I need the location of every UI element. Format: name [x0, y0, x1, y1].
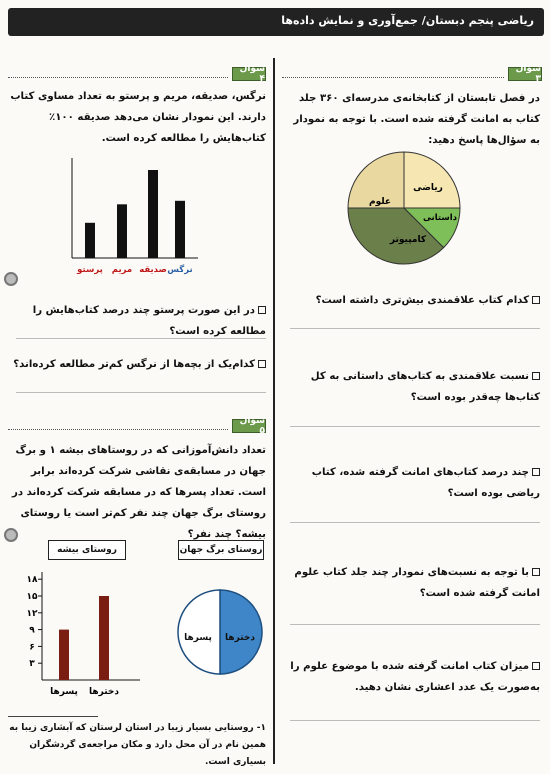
question-3-intro: در فصل تابستان از کتابخانه‌ی مدرسه‌ای ۳۶۰ جلد کتاب به امانت گرفته شده است. با توجه به نمودار به سؤال‌ها پاسخ دهید: [293, 93, 540, 146]
question-4-tag [8, 66, 266, 82]
checkbox-icon[interactable] [532, 568, 540, 576]
tag-dots [282, 70, 504, 78]
checkbox-icon[interactable] [532, 468, 540, 476]
library-pie-chart [346, 140, 462, 274]
checkbox-icon[interactable] [532, 662, 540, 670]
pie-label-story: داستانی [422, 213, 458, 223]
pie-slice-boys [178, 590, 220, 674]
page-title: ریاضی پنجم دبستان/ جمع‌آوری و نمایش داده‌ها [281, 14, 534, 27]
bar [85, 223, 95, 258]
x-tick-label: پرستو [77, 265, 103, 275]
q3-item-2: نسبت علاقمندی به کتاب‌های داستانی به کل کتاب‌ها چه‌قدر بوده است؟ [310, 371, 540, 403]
y-tick-label: ۹ [29, 625, 35, 636]
pie-label-boys: پسرها [184, 633, 212, 643]
bar [99, 596, 109, 680]
barg-box: روستای برگ جهان [178, 540, 264, 560]
checkbox-icon[interactable] [258, 360, 266, 368]
question-4-label: سؤال ۴ [232, 67, 266, 81]
question-3-tag [282, 66, 542, 82]
x-tick-label: مریم [111, 265, 133, 275]
pie-slice-math [404, 152, 460, 208]
y-tick-label: ۱۲ [26, 608, 38, 619]
tag-dots [8, 422, 228, 430]
checkbox-icon[interactable] [532, 296, 540, 304]
y-tick-label: ۶ [29, 642, 35, 653]
answer-line[interactable] [16, 392, 266, 393]
pie-label-computer: کامپیوتر [389, 235, 427, 245]
page-header [8, 8, 544, 36]
pie-slice-girls [220, 590, 262, 674]
question-5-intro: تعداد دانش‌آموزانی که در روستاهای بیشه ۱ و برگ جهان در مسابقه‌ی نقاشی شرکت کرده‌اند برابر است. تعداد پسرها که در مسابقه شرکت کرده‌اند در روستای برگ جهان چند نفر کم‌تر است یا روستای بیشه؟ چند نفر؟ [11, 445, 266, 540]
answer-line[interactable] [290, 720, 540, 721]
x-tick-label: دخترها [89, 687, 119, 697]
answer-line[interactable] [290, 522, 540, 523]
answer-line[interactable] [16, 338, 266, 339]
question-3-label: سؤال ۳ [508, 67, 542, 81]
y-tick-label: ۱۸ [26, 575, 38, 586]
q3-item-5: میزان کتاب امانت گرفته شده با موضوع علوم را به‌صورت یک عدد اعشاری نشان دهید. [290, 661, 540, 693]
checkbox-icon[interactable] [258, 306, 266, 314]
column-divider [273, 58, 275, 764]
x-tick-label: صدیقه [139, 265, 167, 275]
pie-label-science: علوم [368, 197, 392, 207]
answer-line[interactable] [290, 624, 540, 625]
bar [59, 630, 69, 680]
q4-item-1: در این صورت پرستو چند درصد کتاب‌هایش را مطالعه کرده است؟ [32, 305, 266, 337]
answer-line[interactable] [290, 328, 540, 329]
reading-bar-chart [60, 158, 200, 282]
bar [117, 204, 127, 258]
bisheh-box: روستای بیشه [48, 540, 126, 560]
q4-item-2: کدام‌یک از بچه‌ها از نرگس کم‌تر مطالعه کرده‌اند؟ [8, 354, 266, 375]
y-tick-label: ۱۵ [26, 592, 38, 602]
tag-dots [8, 70, 228, 78]
q3-item-4: با توجه به نسبت‌های نمودار چند جلد کتاب علوم امانت گرفته شده است؟ [294, 567, 540, 599]
bisheh-bar-chart [14, 566, 144, 706]
checkbox-icon[interactable] [532, 372, 540, 380]
bar [148, 170, 158, 258]
pie-label-girls: دخترها [225, 633, 255, 643]
q3-item-3: چند درصد کتاب‌های امانت گرفته شده، کتاب ریاضی بوده است؟ [311, 467, 540, 499]
answer-line[interactable] [290, 426, 540, 427]
binder-hole-icon [4, 528, 18, 542]
footnote-rule [8, 716, 98, 717]
question-5-label: سؤال ۵ [232, 419, 266, 433]
question-4-intro: نرگس، صدیقه، مریم و پرستو به تعداد مساوی کتاب دارند. این نمودار نشان می‌دهد صدیقه ۱۰۰٪ کتاب‌هایش را مطالعه کرده است. [10, 91, 266, 144]
bar [175, 201, 185, 258]
pie-label-math: ریاضی [413, 183, 443, 193]
barg-pie-chart [174, 582, 266, 682]
question-5-tag [8, 418, 266, 434]
y-tick-label: ۳ [29, 659, 35, 670]
footnote: ۱- روستایی بسیار زیبا در استان لرستان که آبشاری زیبا به همین نام در آن محل دارد و مکان مراجعه‌ی گردشگران بسیاری است. [9, 723, 266, 767]
x-tick-label: پسرها [50, 687, 78, 697]
q3-item-1: کدام کتاب علاقمندی بیش‌تری داشته است؟ [282, 290, 540, 311]
binder-hole-icon [4, 272, 18, 286]
x-tick-label: نرگس [167, 265, 193, 275]
